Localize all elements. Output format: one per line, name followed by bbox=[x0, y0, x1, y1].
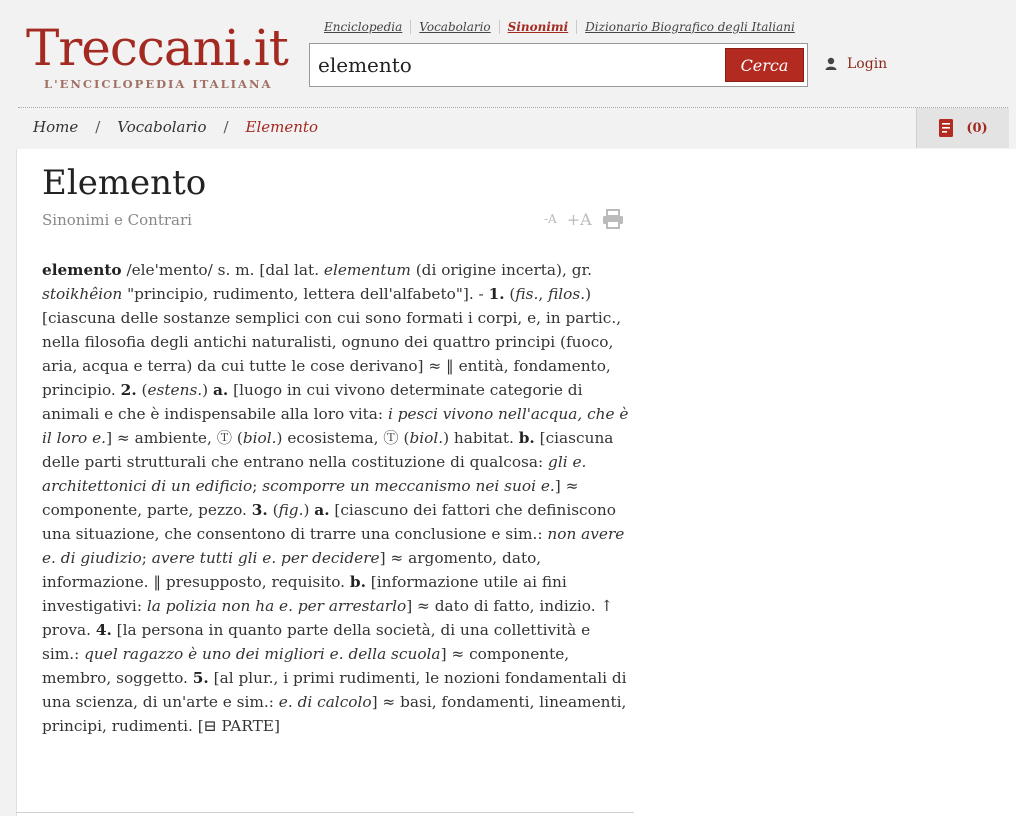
content-bottom-border bbox=[16, 812, 634, 813]
font-increase-button[interactable]: +A bbox=[566, 209, 592, 229]
article-content bbox=[16, 149, 635, 816]
print-icon[interactable] bbox=[602, 209, 624, 229]
breadcrumb-separator: / bbox=[95, 118, 101, 136]
treccani-logo[interactable] bbox=[26, 19, 288, 94]
text-tools bbox=[544, 209, 624, 229]
logo-tagline: L'ENCICLOPEDIA ITALIANA bbox=[44, 77, 273, 91]
page-title: Elemento bbox=[42, 163, 207, 203]
breadcrumb-vocabolario[interactable]: Vocabolario bbox=[117, 118, 207, 136]
breadcrumb-home[interactable]: Home bbox=[33, 118, 79, 136]
book-icon bbox=[938, 118, 954, 138]
font-decrease-button[interactable]: -A bbox=[544, 212, 557, 226]
search-box bbox=[309, 43, 808, 87]
right-pane bbox=[634, 149, 1016, 816]
login-label: Login bbox=[847, 56, 888, 72]
nav-dizionario-biografico[interactable]: Dizionario Biografico degli Italiani bbox=[576, 20, 803, 34]
dictionary-entry: elemento /ele'mento/ s. m. [dal lat. elementum (di origine incerta), gr. stoikhêion "principio, rudimento, lettera dell'alfabeto"]. - 1. (fis., filos.) [ciascuna delle sostanze semplici con cui sono formati i corpi, e, in partic., nella filosofia degli antichi naturalisti, ognuno dei quattro principi (fuoco, aria, acqua e terra) da cui tutte le cose derivano] ≈ ‖ entità, fondamento, principio. 2. (estens.) a. [luogo in cui vivono determinate categorie di animali e che è indispensabile alla loro vita: i pesci vivono nell'acqua, che è il loro e.] ≈ ambiente, Ⓣ (biol.) ecosistema, Ⓣ (biol.) habitat. b. [ciascuna delle parti strutturali che entrano nella costituzione di qualcosa: gli e. architettonici di un edificio; scomporre un meccanismo nei suoi e.] ≈ componente, parte, pezzo. 3. (fig.) a. [ciascuno dei fattori che definiscono una situazione, che consentono di trarre una conclusione e sim.: non avere e. di giudizio; avere tutti gli e. per decidere] ≈ argomento, dato, informazione. ‖ presupposto, requisito. b. [informazione utile ai fini investigativi: la polizia non ha e. per arrestarlo] ≈ dato di fatto, indizio. ↑ prova. 4. [la persona in quanto parte della società, di una collettività e sim.: quel ragazzo è uno dei migliori e. della scuola] ≈ componente, membro, soggetto. 5. [al plur., i primi rudimenti, le nozioni fondamentali di una scienza, di un'arte e sim.: e. di calcolo] ≈ basi, fondamenti, lineamenti, principi, rudimenti. [⊟ PARTE] bbox=[42, 261, 629, 735]
nav-vocabolario[interactable]: Vocabolario bbox=[410, 20, 498, 34]
logo-word: Treccani bbox=[26, 19, 239, 77]
site-header bbox=[0, 0, 1016, 108]
breadcrumb-separator: / bbox=[223, 118, 229, 136]
page-subtitle: Sinonimi e Contrari bbox=[42, 211, 192, 229]
logo-tld: .it bbox=[238, 19, 288, 77]
breadcrumb bbox=[33, 118, 318, 136]
user-icon bbox=[825, 57, 837, 71]
saved-items-count: (0) bbox=[966, 120, 988, 136]
nav-enciclopedia[interactable]: Enciclopedia bbox=[324, 20, 403, 34]
top-navigation bbox=[316, 14, 803, 40]
search-button[interactable]: Cerca bbox=[725, 48, 804, 82]
saved-items-button[interactable] bbox=[916, 108, 1009, 148]
breadcrumb-current: Elemento bbox=[245, 118, 318, 136]
nav-sinonimi[interactable]: Sinonimi bbox=[499, 20, 577, 34]
header-divider bbox=[18, 107, 1008, 108]
login-link[interactable] bbox=[825, 56, 887, 72]
search-input[interactable] bbox=[318, 50, 718, 80]
